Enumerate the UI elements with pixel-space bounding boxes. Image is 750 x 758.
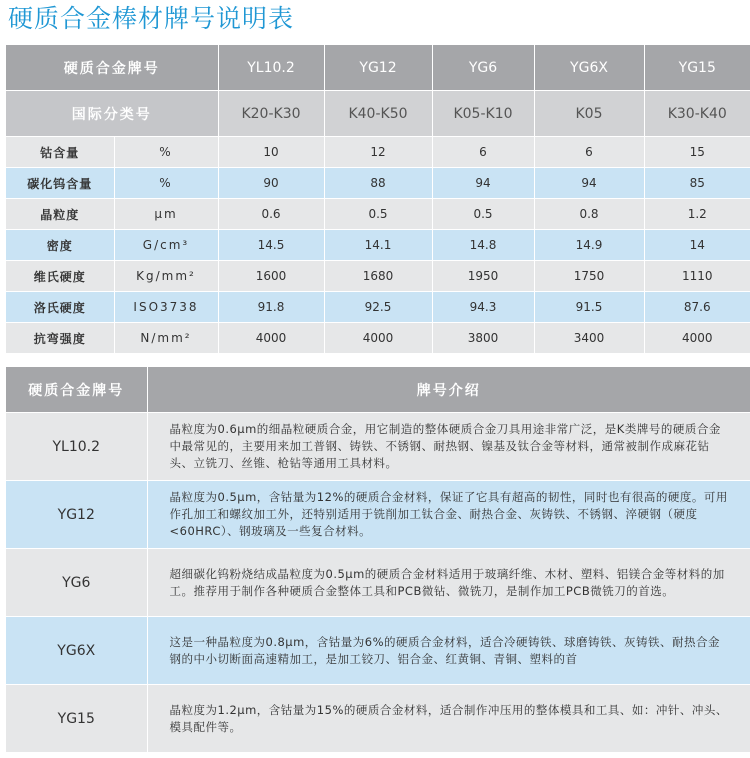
spec-header-label: 硬质合金牌号: [6, 45, 218, 91]
class-value: K05-K10: [432, 91, 534, 137]
property-value: 14.1: [324, 230, 432, 261]
property-value: 91.8: [218, 292, 324, 323]
desc-header-intro: 牌号介绍: [147, 367, 750, 413]
property-value: 85: [644, 168, 750, 199]
property-value: 0.5: [432, 199, 534, 230]
property-unit: Kg/mm²: [114, 261, 218, 292]
property-value: 1950: [432, 261, 534, 292]
property-name: 抗弯强度: [6, 323, 114, 354]
class-value: K40-K50: [324, 91, 432, 137]
desc-row: [6, 481, 750, 549]
desc-grade: YG12: [6, 481, 147, 549]
table-row: [6, 292, 750, 323]
table-row: [6, 199, 750, 230]
table-row: [6, 168, 750, 199]
table-row: [6, 323, 750, 354]
property-value: 14.9: [534, 230, 644, 261]
desc-row: [6, 413, 750, 481]
table-row: [6, 261, 750, 292]
property-value: 10: [218, 137, 324, 168]
desc-row: [6, 617, 750, 685]
property-value: 14.8: [432, 230, 534, 261]
property-value: 0.6: [218, 199, 324, 230]
property-name: 晶粒度: [6, 199, 114, 230]
desc-grade: YL10.2: [6, 413, 147, 481]
property-value: 1680: [324, 261, 432, 292]
property-unit: G/cm³: [114, 230, 218, 261]
property-value: 6: [534, 137, 644, 168]
desc-row: [6, 549, 750, 617]
property-name: 维氏硬度: [6, 261, 114, 292]
property-value: 94: [432, 168, 534, 199]
property-name: 密度: [6, 230, 114, 261]
property-value: 90: [218, 168, 324, 199]
table-row: [6, 230, 750, 261]
property-value: 14: [644, 230, 750, 261]
desc-grade: YG6: [6, 549, 147, 617]
property-value: 0.5: [324, 199, 432, 230]
property-name: 洛氏硬度: [6, 292, 114, 323]
property-value: 12: [324, 137, 432, 168]
property-value: 4000: [644, 323, 750, 354]
desc-text: 这是一种晶粒度为0.8μm，含钴量为6%的硬质合金材料，适合冷硬铸铁、球磨铸铁、灰铸铁、耐热合金钢的中小切断面高速精加工，是加工铰刀、铝合金、红黄铜、青铜、塑料的首: [147, 617, 750, 685]
property-value: 0.8: [534, 199, 644, 230]
property-unit: μm: [114, 199, 218, 230]
property-value: 94: [534, 168, 644, 199]
desc-grade: YG6X: [6, 617, 147, 685]
property-value: 1750: [534, 261, 644, 292]
page-title: 硬质合金棒材牌号说明表: [8, 4, 295, 33]
property-value: 4000: [324, 323, 432, 354]
property-value: 94.3: [432, 292, 534, 323]
property-value: 1.2: [644, 199, 750, 230]
property-name: 碳化钨含量: [6, 168, 114, 199]
desc-header-grade: 硬质合金牌号: [6, 367, 147, 413]
desc-table: [6, 367, 750, 753]
property-value: 14.5: [218, 230, 324, 261]
desc-text: 晶粒度为0.5μm，含钴量为12%的硬质合金材料，保证了它具有超高的韧性，同时也有很高的硬度。可用作孔加工和螺纹加工外，还特别适用于铣削加工钛合金、耐热合金、灰铸铁、不锈钢、淬硬钢（硬度<60HRC）、钢玻璃及一些复合材料。: [147, 481, 750, 549]
class-label: 国际分类号: [6, 91, 218, 137]
table-row: [6, 137, 750, 168]
property-value: 15: [644, 137, 750, 168]
grade-header: YG15: [644, 45, 750, 91]
property-value: 4000: [218, 323, 324, 354]
class-value: K20-K30: [218, 91, 324, 137]
property-value: 91.5: [534, 292, 644, 323]
class-value: K30-K40: [644, 91, 750, 137]
property-value: 6: [432, 137, 534, 168]
class-value: K05: [534, 91, 644, 137]
property-unit: ISO3738: [114, 292, 218, 323]
property-value: 1600: [218, 261, 324, 292]
desc-text: 晶粒度为1.2μm，含钴量为15%的硬质合金材料，适合制作冲压用的整体模具和工具、如：冲针、冲头、模具配件等。: [147, 685, 750, 753]
grade-header: YG6X: [534, 45, 644, 91]
spec-table: [6, 45, 750, 354]
property-value: 92.5: [324, 292, 432, 323]
property-value: 88: [324, 168, 432, 199]
class-row: [6, 91, 750, 137]
property-value: 1110: [644, 261, 750, 292]
property-unit: N/mm²: [114, 323, 218, 354]
property-unit: %: [114, 168, 218, 199]
property-value: 87.6: [644, 292, 750, 323]
spec-header-row: [6, 45, 750, 91]
desc-row: [6, 685, 750, 753]
property-value: 3400: [534, 323, 644, 354]
desc-text: 晶粒度为0.6μm的细晶粒硬质合金，用它制造的整体硬质合金刀具用途非常广泛，是K类牌号的硬质合金中最常见的，主要用来加工普钢、铸铁、不锈钢、耐热钢、镍基及钛合金等材料，通常被制作成麻花钻头、立铣刀、丝锥、枪钻等通用工具材料。: [147, 413, 750, 481]
property-unit: %: [114, 137, 218, 168]
desc-header-row: [6, 367, 750, 413]
grade-header: YL10.2: [218, 45, 324, 91]
grade-header: YG6: [432, 45, 534, 91]
property-name: 钴含量: [6, 137, 114, 168]
desc-grade: YG15: [6, 685, 147, 753]
desc-text: 超细碳化钨粉烧结成晶粒度为0.5μm的硬质合金材料适用于玻璃纤维、木材、塑料、铝镁合金等材料的加工。推荐用于制作各种硬质合金整体工具和PCB微钻、微铣刀，是制作加工PCB微铣刀的首选。: [147, 549, 750, 617]
property-value: 3800: [432, 323, 534, 354]
grade-header: YG12: [324, 45, 432, 91]
